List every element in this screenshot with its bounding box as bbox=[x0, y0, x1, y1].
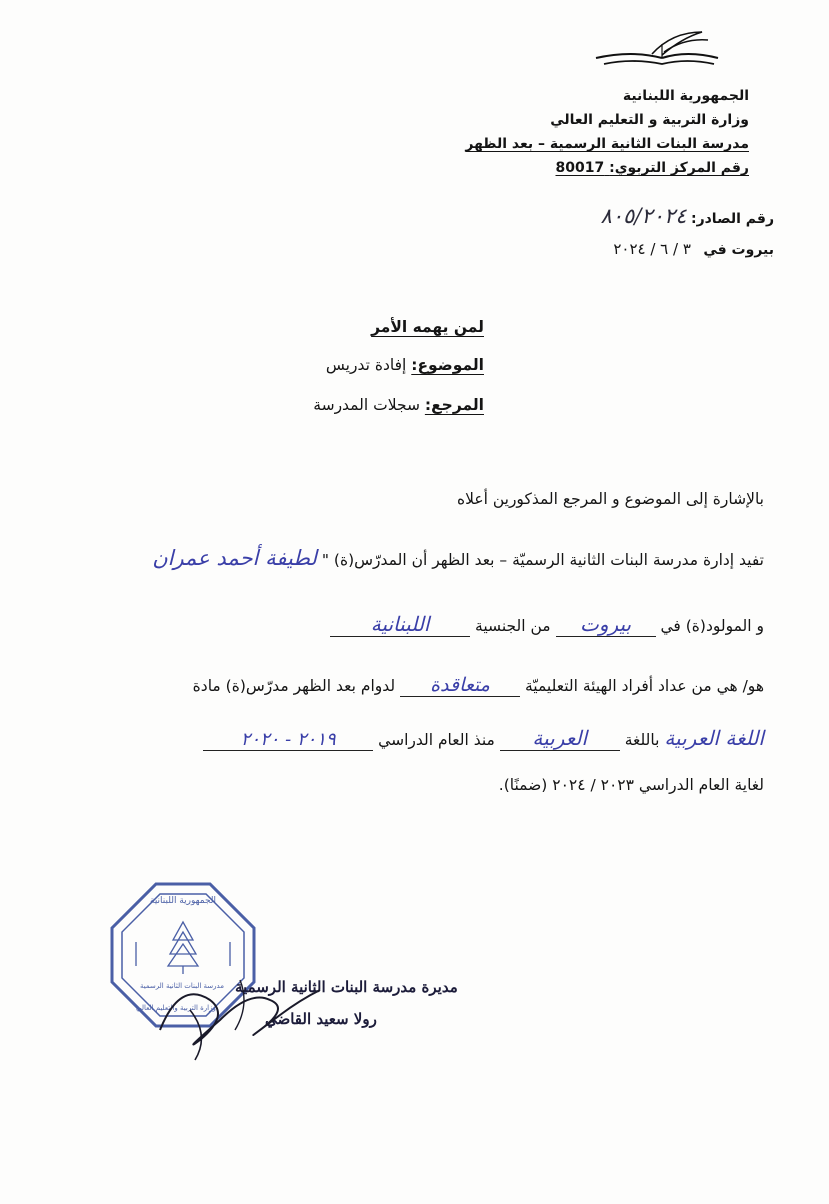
place-label: بيروت في bbox=[703, 242, 774, 258]
line4-b: منذ العام الدراسي bbox=[378, 731, 495, 749]
header-republic: الجمهورية اللبنانية bbox=[622, 88, 749, 104]
header-school: مدرسة البنات الثانية الرسمية – بعد الظهر bbox=[465, 136, 749, 152]
date-value: ٣ / ٦ / ٢٠٢٤ bbox=[613, 240, 691, 258]
stamp-mid-text: مدرسة البنات الثانية الرسمية bbox=[140, 982, 224, 990]
nationality-blank bbox=[330, 612, 470, 637]
signature-title: مديرة مدرسة البنات الثانية الرسمية bbox=[235, 978, 458, 996]
line2-a: و المولود(ة) في bbox=[660, 617, 764, 635]
teacher-name: لطيفة أحمد عمران bbox=[152, 546, 317, 570]
date-row bbox=[613, 240, 774, 258]
line4-a: باللغة bbox=[624, 731, 660, 749]
nationality: اللبنانية bbox=[370, 612, 430, 636]
center-number: 80017 bbox=[555, 160, 605, 176]
birthplace: بيروت bbox=[579, 612, 632, 636]
to-whom-heading: لمن يهمه الأمر bbox=[371, 318, 484, 336]
closing-line: لغاية العام الدراسي ٢٠٢٣ / ٢٠٢٤ (ضمنًا). bbox=[498, 776, 764, 794]
reference-row bbox=[313, 396, 484, 414]
subject-value: إفادة تدريس bbox=[325, 356, 407, 374]
subject-label: الموضوع: bbox=[411, 356, 484, 374]
header-center bbox=[556, 160, 750, 176]
stamp-bottom-text: وزارة التربية والتعليم العالي bbox=[136, 1004, 216, 1012]
since-year-blank bbox=[203, 729, 373, 751]
body-line-2 bbox=[64, 612, 764, 637]
line3-b: لدوام بعد الظهر مدرّس(ة) مادة bbox=[192, 677, 396, 695]
body-line-4 bbox=[59, 726, 764, 751]
reference-label: المرجع: bbox=[424, 396, 484, 414]
handwritten-signature bbox=[150, 960, 330, 1070]
body-line-3 bbox=[64, 674, 764, 697]
outgoing-label: رقم الصادر: bbox=[690, 211, 774, 227]
signature-name: رولا سعيد القاضي bbox=[265, 1010, 377, 1028]
header-ministry: وزارة التربية و التعليم العالي bbox=[550, 112, 749, 128]
line2-b: من الجنسية bbox=[475, 617, 551, 635]
outgoing-row bbox=[600, 204, 774, 228]
center-label: رقم المركز التربوي: bbox=[609, 160, 749, 176]
language-blank bbox=[500, 726, 620, 751]
since-year: ٢٠١٩ - ٢٠٢٠ bbox=[240, 729, 336, 750]
subject-name: اللغة العربية bbox=[664, 726, 764, 750]
logo-icon bbox=[592, 28, 722, 70]
subject-row bbox=[326, 356, 484, 374]
line3-a: هو/ هي من عداد أفراد الهيئة التعليميّة bbox=[524, 677, 764, 695]
birthplace-blank bbox=[556, 612, 656, 637]
contract-type: متعاقدة bbox=[430, 674, 490, 696]
body-line-1 bbox=[64, 546, 764, 570]
outgoing-value: ٨٠٥/٢٠٢٤ bbox=[600, 204, 687, 228]
reference-value: سجلات المدرسة bbox=[313, 396, 420, 414]
contract-blank bbox=[400, 674, 520, 697]
intro-line: بالإشارة إلى الموضوع و المرجع المذكورين أعلاه bbox=[456, 490, 764, 508]
language: العربية bbox=[532, 726, 588, 750]
stamp-top-text: الجمهورية اللبنانية bbox=[150, 896, 217, 906]
line1-text: تفيد إدارة مدرسة البنات الثانية الرسميّة – بعد الظهر أن المدرّس(ة) " bbox=[321, 551, 764, 569]
